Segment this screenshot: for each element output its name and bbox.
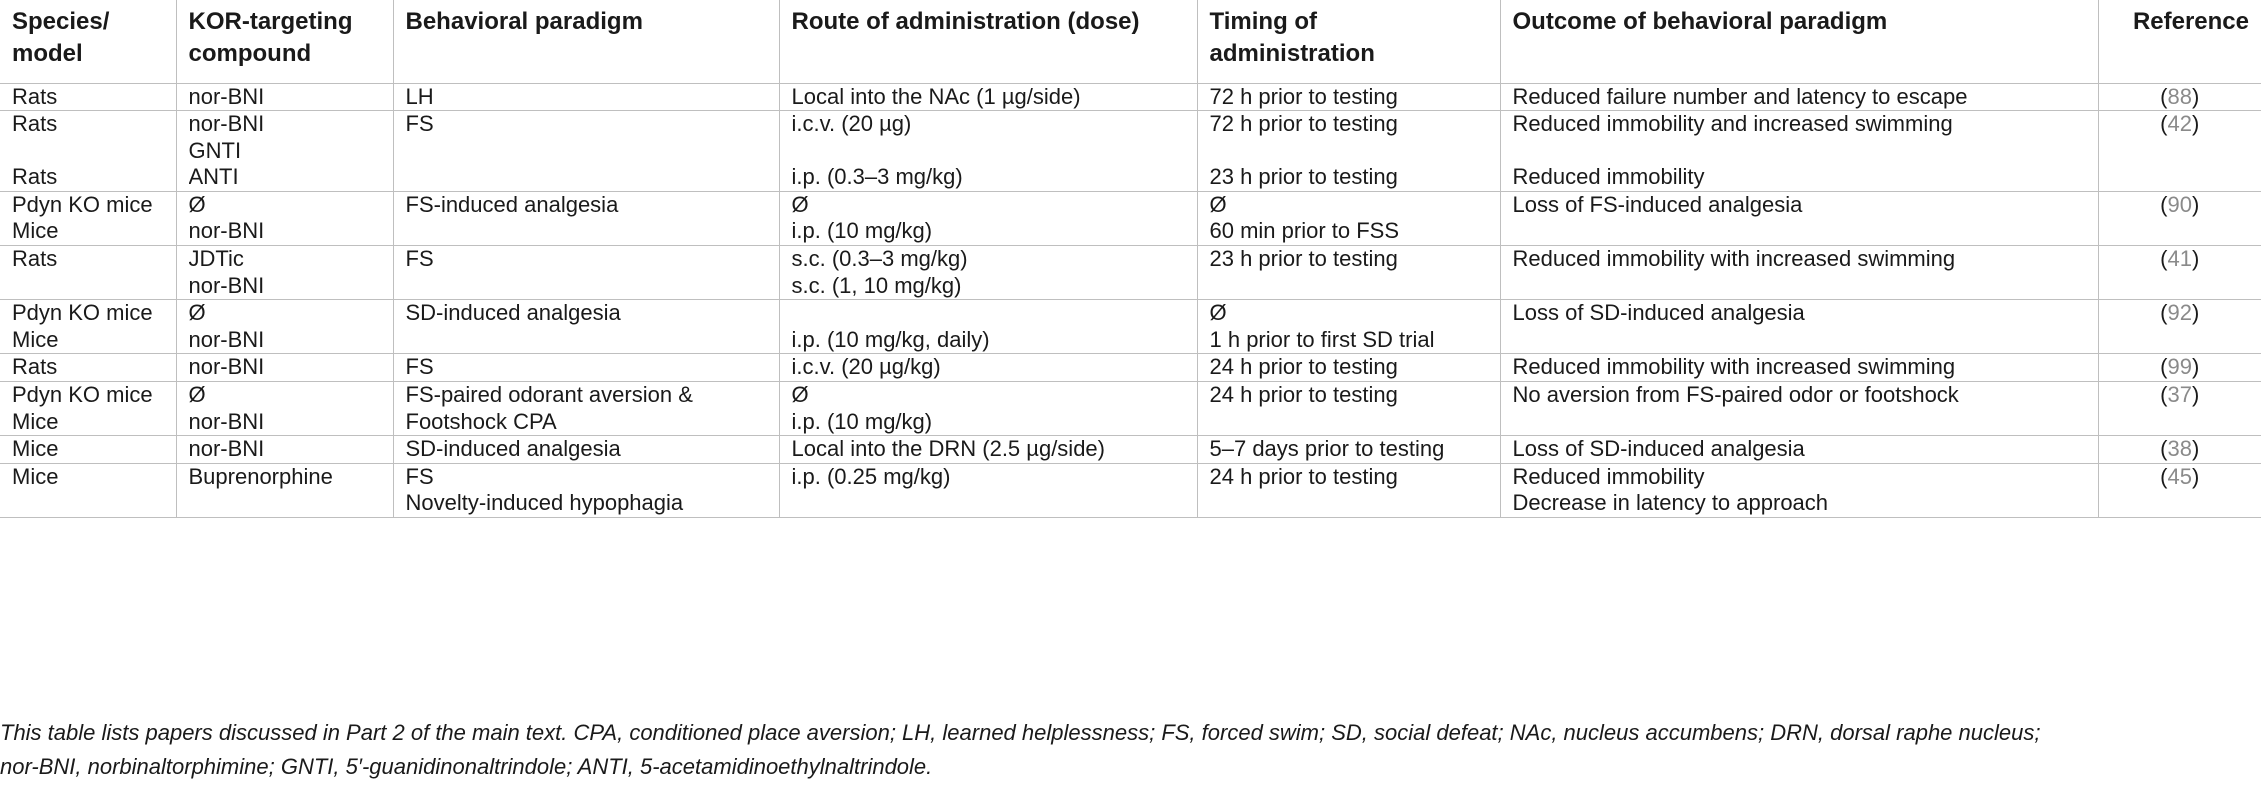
cell-reference — [2098, 354, 2261, 382]
cell-line: Rats — [12, 354, 58, 380]
column-header-line: Behavioral paradigm — [405, 8, 643, 35]
column-header-line: Timing of — [1209, 8, 1318, 35]
cell-line: Loss of FS-induced analgesia — [1512, 191, 1803, 217]
cell-reference — [2098, 300, 2261, 354]
cell-line — [189, 490, 381, 517]
cell-line: Local into the NAc (1 µg/side) — [791, 83, 1081, 109]
cell-line — [1513, 138, 2086, 165]
cell-line: Reduced immobility and increased swimming — [1512, 111, 1953, 137]
cell-outcome — [1500, 300, 2098, 354]
cell-line: Ø — [188, 300, 206, 326]
cell-paradigm — [393, 191, 779, 245]
cell-timing — [1197, 354, 1500, 382]
cell-line: Reduced immobility with increased swimming — [1512, 354, 1956, 380]
cell-compound — [176, 463, 393, 517]
column-header-line: administration — [1209, 40, 1375, 67]
cell-compound — [176, 246, 393, 300]
cell-line: s.c. (0.3–3 mg/kg) — [791, 246, 968, 272]
cell-compound — [176, 191, 393, 245]
cell-line: SD-induced analgesia — [405, 436, 621, 462]
cell-line: No aversion from FS-paired odor or footshock — [1512, 382, 1959, 408]
cell-line — [406, 218, 767, 245]
reference-citation[interactable]: (92) — [2160, 300, 2200, 326]
cell-route — [779, 354, 1197, 382]
reference-number[interactable]: 88 — [2167, 83, 2192, 109]
cell-line: 72 h prior to testing — [1209, 83, 1398, 109]
cell-line: nor-BNI — [188, 436, 265, 462]
cell-line — [12, 490, 164, 517]
cell-species — [0, 300, 176, 354]
cell-line: i.p. (0.25 mg/kg) — [791, 463, 951, 489]
cell-line — [792, 490, 1185, 517]
cell-line: LH — [405, 83, 434, 109]
cell-paradigm — [393, 463, 779, 517]
cell-route — [779, 191, 1197, 245]
cell-route — [779, 246, 1197, 300]
cell-reference — [2098, 436, 2261, 464]
reference-citation[interactable]: (42) — [2160, 111, 2200, 137]
cell-line — [1210, 490, 1488, 517]
cell-line: Rats — [12, 164, 58, 190]
cell-line: FS — [405, 246, 434, 272]
cell-line — [406, 327, 767, 354]
cell-line: Mice — [12, 326, 59, 352]
table-body — [0, 83, 2261, 518]
cell-reference — [2098, 246, 2261, 300]
cell-line — [1513, 218, 2086, 245]
cell-line — [792, 138, 1185, 165]
reference-number[interactable]: 92 — [2167, 300, 2192, 326]
cell-line: i.c.v. (20 µg) — [791, 111, 912, 137]
table-row — [0, 83, 2261, 111]
cell-line: nor-BNI — [188, 354, 265, 380]
cell-line: Rats — [12, 83, 58, 109]
cell-line: nor-BNI — [188, 326, 265, 352]
cell-line: i.p. (10 mg/kg, daily) — [791, 326, 990, 352]
cell-line: FS — [405, 111, 434, 137]
cell-line: i.p. (10 mg/kg) — [791, 218, 933, 244]
cell-line: nor-BNI — [188, 83, 265, 109]
cell-line: Ø — [1209, 191, 1227, 217]
cell-paradigm — [393, 382, 779, 436]
cell-line: Reduced immobility — [1512, 164, 1705, 190]
cell-line — [12, 138, 164, 165]
cell-timing — [1197, 300, 1500, 354]
cell-line: FS-induced analgesia — [405, 191, 619, 217]
cell-line: nor-BNI — [188, 272, 265, 298]
cell-line — [406, 138, 767, 165]
cell-timing — [1197, 436, 1500, 464]
cell-line: JDTic — [188, 246, 244, 272]
cell-line: FS — [405, 463, 434, 489]
table-row — [0, 300, 2261, 354]
cell-line: Local into the DRN (2.5 µg/side) — [791, 436, 1105, 462]
cell-species — [0, 111, 176, 192]
cell-line: Pdyn KO mice — [12, 300, 153, 326]
cell-line — [1513, 409, 2086, 436]
table-row — [0, 463, 2261, 517]
cell-line: Ø — [188, 191, 206, 217]
cell-species — [0, 83, 176, 111]
caption-line-2: nor-BNI, norbinaltorphimine; GNTI, 5′-guanidinonaltrindole; ANTI, 5-acetamidinoethylnaltrindole. — [0, 754, 933, 779]
cell-species — [0, 463, 176, 517]
cell-line: Mice — [12, 463, 59, 489]
cell-outcome — [1500, 436, 2098, 464]
cell-line: Rats — [12, 246, 58, 272]
reference-number[interactable]: 90 — [2167, 191, 2192, 217]
cell-route — [779, 300, 1197, 354]
cell-compound — [176, 300, 393, 354]
cell-compound — [176, 382, 393, 436]
cell-route — [779, 83, 1197, 111]
reference-number[interactable]: 45 — [2167, 463, 2192, 489]
column-header-paradigm — [393, 0, 779, 83]
cell-line: ANTI — [188, 164, 239, 190]
cell-line: Novelty-induced hypophagia — [405, 490, 684, 516]
cell-paradigm — [393, 354, 779, 382]
cell-line: s.c. (1, 10 mg/kg) — [791, 272, 962, 298]
cell-line: Mice — [12, 218, 59, 244]
table-row — [0, 246, 2261, 300]
table-row — [0, 382, 2261, 436]
cell-line — [406, 273, 767, 300]
cell-outcome — [1500, 382, 2098, 436]
cell-line: Ø — [1209, 300, 1227, 326]
cell-line — [792, 300, 1185, 327]
cell-line: Loss of SD-induced analgesia — [1512, 436, 1805, 462]
cell-line: 24 h prior to testing — [1209, 382, 1398, 408]
cell-line: 23 h prior to testing — [1209, 164, 1398, 190]
column-header-compound — [176, 0, 393, 83]
cell-line: 24 h prior to testing — [1209, 463, 1398, 489]
table-row — [0, 111, 2261, 192]
cell-line: Mice — [12, 408, 59, 434]
cell-line: Ø — [791, 191, 809, 217]
cell-timing — [1197, 83, 1500, 111]
cell-line: SD-induced analgesia — [405, 300, 621, 326]
cell-route — [779, 463, 1197, 517]
header-row — [0, 0, 2261, 83]
reference-number[interactable]: 38 — [2167, 436, 2192, 462]
table-header — [0, 0, 2261, 83]
reference-number[interactable]: 41 — [2167, 246, 2192, 272]
cell-line: Reduced failure number and latency to escape — [1512, 83, 1968, 109]
reference-citation[interactable]: (41) — [2160, 246, 2200, 272]
cell-reference — [2098, 463, 2261, 517]
cell-line: FS — [405, 354, 434, 380]
cell-species — [0, 354, 176, 382]
cell-reference — [2098, 83, 2261, 111]
cell-outcome — [1500, 354, 2098, 382]
cell-timing — [1197, 246, 1500, 300]
cell-species — [0, 436, 176, 464]
reference-citation[interactable]: (45) — [2160, 463, 2200, 489]
cell-line — [1210, 273, 1488, 300]
reference-number[interactable]: 37 — [2167, 382, 2192, 408]
cell-route — [779, 111, 1197, 192]
cell-line: Loss of SD-induced analgesia — [1512, 300, 1805, 326]
cell-line: nor-BNI — [188, 218, 265, 244]
cell-line: GNTI — [188, 137, 242, 163]
cell-compound — [176, 83, 393, 111]
cell-line: Rats — [12, 111, 58, 137]
cell-outcome — [1500, 83, 2098, 111]
cell-line: 60 min prior to FSS — [1209, 218, 1400, 244]
reference-citation[interactable]: (38) — [2160, 436, 2200, 462]
column-header-species — [0, 0, 176, 83]
cell-compound — [176, 111, 393, 192]
column-header-route — [779, 0, 1197, 83]
cell-line: Pdyn KO mice — [12, 382, 153, 408]
reference-number[interactable]: 99 — [2167, 354, 2192, 380]
cell-line — [1513, 327, 2086, 354]
cell-line: 72 h prior to testing — [1209, 111, 1398, 137]
cell-reference — [2098, 111, 2261, 192]
column-header-reference — [2098, 0, 2261, 83]
cell-timing — [1197, 382, 1500, 436]
column-header-line: Reference — [2132, 8, 2249, 35]
cell-outcome — [1500, 463, 2098, 517]
cell-line: 5–7 days prior to testing — [1209, 436, 1445, 462]
column-header-line: KOR-targeting — [188, 8, 353, 35]
cell-route — [779, 436, 1197, 464]
cell-line: FS-paired odorant aversion & — [405, 382, 693, 408]
cell-line: Mice — [12, 436, 59, 462]
column-header-line: Species/ — [12, 8, 110, 35]
cell-reference — [2098, 382, 2261, 436]
cell-compound — [176, 354, 393, 382]
cell-line — [1210, 409, 1488, 436]
reference-citation[interactable]: (90) — [2160, 191, 2200, 217]
reference-citation[interactable]: (88) — [2160, 83, 2200, 109]
column-header-outcome — [1500, 0, 2098, 83]
cell-outcome — [1500, 191, 2098, 245]
cell-line: nor-BNI — [188, 408, 265, 434]
cell-line: 1 h prior to first SD trial — [1209, 326, 1435, 352]
cell-outcome — [1500, 246, 2098, 300]
cell-paradigm — [393, 300, 779, 354]
reference-citation[interactable]: (37) — [2160, 382, 2200, 408]
table-row — [0, 354, 2261, 382]
cell-paradigm — [393, 83, 779, 111]
cell-species — [0, 191, 176, 245]
cell-compound — [176, 436, 393, 464]
cell-line: Decrease in latency to approach — [1512, 490, 1829, 516]
cell-route — [779, 382, 1197, 436]
cell-species — [0, 382, 176, 436]
cell-line: 24 h prior to testing — [1209, 354, 1398, 380]
cell-line: i.c.v. (20 µg/kg) — [791, 354, 941, 380]
column-header-timing — [1197, 0, 1500, 83]
cell-line: Reduced immobility with increased swimming — [1512, 246, 1956, 272]
column-header-line: Outcome of behavioral paradigm — [1512, 8, 1888, 35]
cell-line: i.p. (10 mg/kg) — [791, 408, 933, 434]
cell-reference — [2098, 191, 2261, 245]
cell-line: Pdyn KO mice — [12, 191, 153, 217]
cell-timing — [1197, 111, 1500, 192]
cell-paradigm — [393, 111, 779, 192]
cell-line — [12, 273, 164, 300]
cell-timing — [1197, 191, 1500, 245]
cell-line: Ø — [791, 382, 809, 408]
cell-line: Reduced immobility — [1512, 463, 1705, 489]
column-header-line: compound — [188, 40, 312, 67]
column-header-line: model — [12, 40, 83, 67]
cell-line: Footshock CPA — [405, 408, 557, 434]
cell-paradigm — [393, 246, 779, 300]
cell-timing — [1197, 463, 1500, 517]
cell-line — [1513, 273, 2086, 300]
cell-line: Buprenorphine — [188, 463, 333, 489]
table-row — [0, 191, 2261, 245]
cell-line — [406, 164, 767, 191]
cell-line: Ø — [188, 382, 206, 408]
table-row — [0, 436, 2261, 464]
column-header-line: Route of administration (dose) — [791, 8, 1140, 35]
cell-outcome — [1500, 111, 2098, 192]
cell-line: 23 h prior to testing — [1209, 246, 1398, 272]
cell-paradigm — [393, 436, 779, 464]
reference-number[interactable]: 42 — [2167, 111, 2192, 137]
cell-line: i.p. (0.3–3 mg/kg) — [791, 164, 963, 190]
table-caption — [0, 716, 2261, 784]
cell-species — [0, 246, 176, 300]
caption-line-1: This table lists papers discussed in Part 2 of the main text. CPA, conditioned place aversion; LH, learned helplessness; FS, forced swim; SD, social defeat; NAc, nucleus accumbens; DRN, dorsal raphe nucleus; — [0, 720, 2041, 745]
reference-citation[interactable]: (99) — [2160, 354, 2200, 380]
cell-line: nor-BNI — [188, 111, 265, 137]
cell-line — [1210, 138, 1488, 165]
